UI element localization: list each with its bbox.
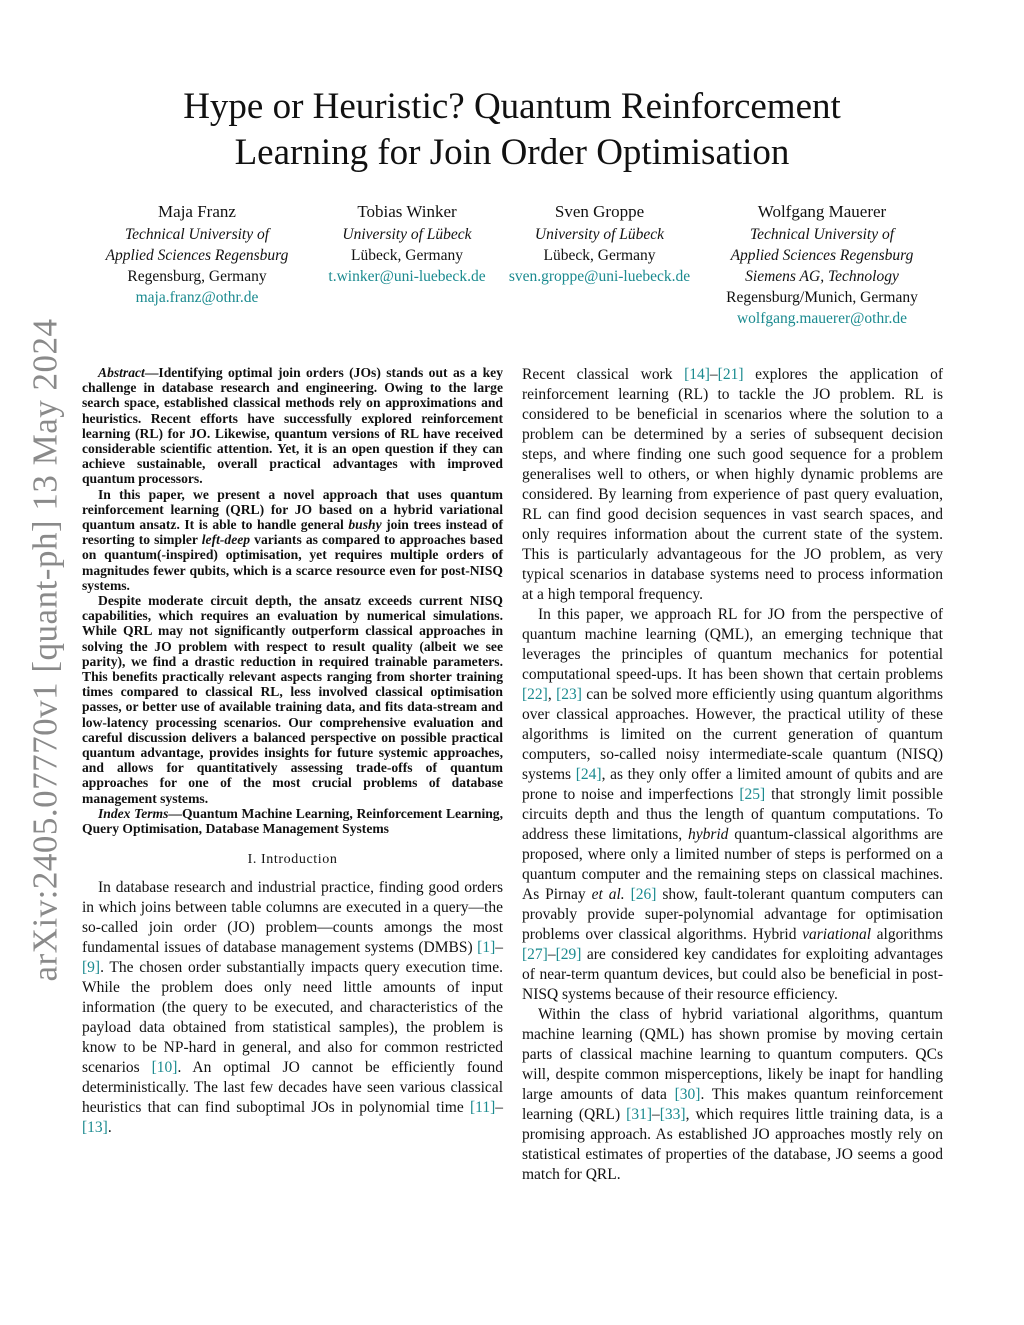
abstract-paragraph: Abstract—Identifying optimal join orders (JOs) stands out as a key challenge in database research and engineering. Owing to the large search space, established classical methods rely on approximations and heuristics. Recent efforts have successfully explored reinforcement learning (RL) for JO. Likewise, quantum versions of RL have received considerable scientific attention. Yet, it is an open question if they can achieve sustainable, overall practical advantages with improved quantum processors.	[82, 365, 503, 487]
body-text: explores the application of reinforcement learning (RL) to tackle the JO problem. RL is considered to be beneficial in scenarios where the solution to a problem can be determined by a series of subsequent decision steps, and where finding one such good sequence for a problem generalises well to others, or when highly dynamic problems are considered. By learning from experience of past query evaluation, RL can find good decision sequences in vast search spaces, and only requires information about the current state of the system. This is particularly advantageous for the JO problem, as very typical scenarios in database systems need to process information at a high temporal frequency.	[522, 366, 943, 603]
paper-title	[0, 84, 1024, 176]
body-text: . This makes quantum reinforcement learning (QRL)	[522, 1086, 943, 1123]
author-email-link[interactable]: t.winker@uni-luebeck.de	[328, 268, 486, 285]
citation-link[interactable]: [9]	[82, 959, 101, 977]
abstract-text: Despite moderate circuit depth, the ansatz exceeds current NISQ capabilities, which requires an evaluation by numerical simulations. While QRL may not significantly outperform classical approaches in solving the JO problem with respect to result quality (albeit we see parity), we find a drastic reduction in required trainable parameters. This benefits practically relevant aspects ranging from shorter training times compared to classical RL, less involved classical optimisation passes, or better use of available training data, and fits data-stream and low-latency processing scenarios. Our comprehensive evaluation and careful discussion delivers a balanced perspective on possible practical quantum advantage, provides insights for future systemic approaches, and allows for quantitatively assessing trade-offs of quantum approaches for one of the most crucial problems of database management systems.	[82, 593, 503, 806]
citation-link[interactable]: [26]	[630, 886, 657, 903]
citation-link[interactable]: [1]	[477, 939, 496, 957]
author-groppe	[497, 200, 702, 287]
abstract-paragraph	[82, 487, 503, 593]
author-affiliation: Applied Sciences Regensburg	[730, 247, 914, 264]
citation-link[interactable]: [10]	[151, 1059, 178, 1077]
citation-link[interactable]: [14]	[684, 366, 710, 383]
citation-link[interactable]: [21]	[717, 366, 744, 383]
citation-link[interactable]: [30]	[674, 1086, 701, 1103]
body-text: , which requires little training data, is a promising approach. As established JO approaches mostly rely on statistical estimates of properties of the database, JO seems a good match for QRL.	[522, 1106, 943, 1183]
citation-link[interactable]: [24]	[575, 766, 602, 783]
author-email-link[interactable]: wolfgang.mauerer@othr.de	[736, 310, 908, 327]
body-text: . An optimal JO cannot be efficiently found deterministically. The last few decades have seen various classical heuristics that can find suboptimal JOs in polynomial time	[82, 1059, 504, 1117]
index-terms-label: Index Terms	[98, 805, 169, 821]
author-name: Wolfgang Mauerer	[757, 202, 887, 221]
citation-link[interactable]: [27]	[522, 946, 548, 963]
citation-link[interactable]: [29]	[555, 946, 582, 963]
author-location: Regensburg/Munich, Germany	[726, 289, 918, 306]
section-heading-introduction: I. Introduction	[247, 852, 338, 868]
abstract-emphasis: left-deep	[201, 532, 251, 548]
body-text: In this paper, we approach RL for JO from the perspective of quantum machine learning (QML), an emerging technique that leverages the principles of quantum mechanics for potential computational speed-ups. It has been shown that certain problems	[522, 606, 943, 683]
emphasis: et al.	[591, 886, 625, 903]
citation-link[interactable]: [33]	[659, 1106, 686, 1123]
arxiv-identifier-text: arXiv:2405.07770v1 [quant-ph] 13 May 2024	[26, 318, 66, 982]
citation-link[interactable]: [13]	[82, 1119, 108, 1137]
author-location: Lübeck, Germany	[543, 247, 656, 264]
citation-link[interactable]: [11]	[470, 1099, 496, 1117]
body-paragraph: In this paper, we approach RL for JO from the perspective of quantum machine learning (QML), an emerging technique that leverages the principles of quantum mechanics for potential computational speed-ups. It has been shown that certain problems [22], [23] can be solved more efficiently using quantum algorithms over classical approaches. However, the practical utility of these algorithms is limited on the current generation of quantum computers, so-called noisy intermediate-scale quantum (NISQ) systems [24], as they only offer a limited amount of qubits and are prone to noise and imperfections [25] that strongly limit possible circuits depth and thus the length of quantum computations. To address these limitations, hybrid quantum-classical algorithms are proposed, where only a limited number of steps is performed on a quantum computer and the remaining steps on classical machines. As Pirnay et al. [26] show, fault-tolerant quantum computers can provably provide super-polynomial advantage for optimisation problems over classical algorithms. Hybrid variational algorithms [27]–[29] are considered key candidates for exploiting advantages of near-term quantum devices, but could also be beneficial in post-NISQ systems because of their resource efficiency.	[522, 606, 944, 1003]
body-text: algorithms	[871, 926, 943, 943]
body-text: quantum-classical algorithms are proposed, where only a limited number of steps is performed on a quantum computer and the remaining steps on classical machines. As Pirnay	[522, 826, 943, 903]
author-franz	[82, 200, 312, 308]
author-affiliation: University of Lübeck	[342, 226, 472, 243]
author-name: Tobias Winker	[357, 202, 457, 221]
abstract-label: Abstract	[98, 365, 145, 380]
body-text: that strongly limit possible circuits depth and thus the length of quantum computations. To address these limitations,	[522, 786, 943, 843]
author-location: Lübeck, Germany	[351, 247, 463, 264]
body-text: show, fault-tolerant quantum computers can provably provide super-polynomial advantage for optimisation problems over classical algorithms. Hybrid	[522, 886, 944, 943]
abstract-text: Identifying optimal join orders (JOs) stands out as a key challenge in database research and engineering. Owing to the large search space, established classical methods rely on approximations and heuristics. Recent efforts have successfully explored reinforcement learning (RL) for JO. Likewise, quantum versions of RL have received considerable scientific attention. Yet, it is an open question if they can achieve sustainable, overall practical advantages with improved quantum processors.	[82, 365, 503, 487]
left-column	[82, 365, 503, 1138]
body-text: In database research and industrial practice, finding good orders in which joins between table columns are executed in a query—the so-called join order (JO) problem—counts amongs the most fundamental issues of database management systems (DMBS)	[82, 879, 503, 957]
body-text: . The chosen order substantially impacts query execution time. While the problem does only need little amounts of input information (the query to be executed, and characteristics of the payload data obtained from statistical samples), the problem is know to be NP-hard in general, and also for common restricted scenarios	[82, 959, 503, 1077]
abstract	[82, 365, 503, 836]
index-terms-text: Quantum Machine Learning, Reinforcement Learning, Query Optimisation, Database Management Systems	[82, 805, 503, 837]
author-affiliation: Applied Sciences Regensburg	[105, 247, 289, 264]
author-email-link[interactable]: sven.groppe@uni-luebeck.de	[508, 268, 691, 285]
citation-link[interactable]: [23]	[556, 686, 582, 703]
abstract-emphasis: bushy	[348, 517, 382, 533]
arxiv-identifier	[22, 318, 70, 982]
author-affiliation: Technical University of	[124, 226, 270, 243]
intro-paragraph: In database research and industrial practice, finding good orders in which joins between table columns are executed in a query—the so-called join order (JO) problem—counts amongs the most fundamental issues of database management systems (DMBS) [1]–[9]. The chosen order substantially impacts query execution time. While the problem does only need little amounts of input information (the query to be executed, and characteristics of the payload data obtained from statistical samples), the problem is know to be NP-hard in general, and also for common restricted scenarios [10]. An optimal JO cannot be efficiently found deterministically. The last few decades have seen various classical heuristics that can find suboptimal JOs in polynomial time [11]–[13].	[82, 879, 504, 1137]
author-winker	[307, 200, 507, 287]
abstract-paragraph	[82, 593, 503, 806]
body-text: Within the class of hybrid variational algorithms, quantum machine learning (QML) has shown promise by moving certain parts of classical machine learning to quantum computers. QCs will, despite common misperceptions, likely be inapt for handling large amounts of data	[522, 1006, 943, 1103]
title-line-2: Learning for Join Order Optimisation	[234, 132, 790, 173]
body-paragraph: Recent classical work [14]–[21] explores the application of reinforcement learning (RL) to tackle the JO problem. RL is considered to be beneficial in scenarios where the solution to a problem can be determined by a series of subsequent decision steps, and where finding one such good sequence for a problem generalises well to others, or when highly dynamic problems are considered. By learning from experience of past query evaluation, RL can find good decision sequences in vast search spaces, and only requires information about the current state of the system. This is particularly advantageous for the JO problem, as very typical scenarios in database systems need to process information at a high temporal frequency.	[522, 366, 943, 603]
author-location: Regensburg, Germany	[127, 268, 267, 285]
author-email-link[interactable]: maja.franz@othr.de	[135, 289, 259, 306]
body-text: can be solved more efficiently using quantum algorithms over classical approaches. However, the practical utility of these algorithms is limited on the current generation of quantum computers, so-called noisy intermediate-scale quantum (NISQ) systems	[522, 686, 943, 783]
citation-link[interactable]: [22]	[522, 686, 548, 703]
body-text: , as they only offer a limited amount of qubits and are prone to noise and imperfections	[522, 766, 943, 803]
body-paragraph: Within the class of hybrid variational algorithms, quantum machine learning (QML) has shown promise by moving certain parts of classical machine learning to quantum computers. QCs will, despite common misperceptions, likely be inapt for handling large amounts of data [30]. This makes quantum reinforcement learning (QRL) [31]–[33], which requires little training data, is a promising approach. As established JO approaches mostly rely on statistical estimates of properties of the database, JO seems a good match for QRL.	[522, 1006, 943, 1183]
body-text: are considered key candidates for exploiting advantages of near-term quantum devices, but could also be beneficial in post-NISQ systems because of their resource efficiency.	[522, 946, 943, 1003]
author-name: Maja Franz	[158, 202, 236, 221]
citation-link[interactable]: [25]	[739, 786, 766, 803]
citation-link[interactable]: [31]	[626, 1106, 652, 1123]
author-mauerer	[702, 200, 942, 329]
right-column	[522, 365, 943, 1185]
author-affiliation: Technical University of	[749, 226, 895, 243]
author-affiliation: University of Lübeck	[534, 226, 665, 243]
index-terms: Index Terms—Quantum Machine Learning, Reinforcement Learning, Query Optimisation, Database Management Systems	[82, 805, 503, 837]
abstract-text: In this paper, we present a novel approach that uses quantum reinforcement learning (QRL) for JO based on a hybrid variational quantum ansatz. It is able to handle general	[82, 486, 503, 533]
author-affiliation: Siemens AG, Technology	[745, 268, 899, 285]
title-line-1: Hype or Heuristic? Quantum Reinforcement	[183, 86, 841, 127]
body-text: Recent classical work	[522, 366, 685, 383]
emphasis: variational	[802, 926, 872, 943]
abstract-text: variants as compared to approaches based on quantum(-inspired) optimisation, yet requires multiple orders of magnitudes fewer qubits, which is a scarce resource even for post-NISQ systems.	[82, 532, 503, 593]
emphasis: hybrid	[687, 826, 729, 843]
abstract-text: join trees instead of resorting to simpler	[82, 517, 503, 548]
author-name: Sven Groppe	[554, 202, 645, 221]
